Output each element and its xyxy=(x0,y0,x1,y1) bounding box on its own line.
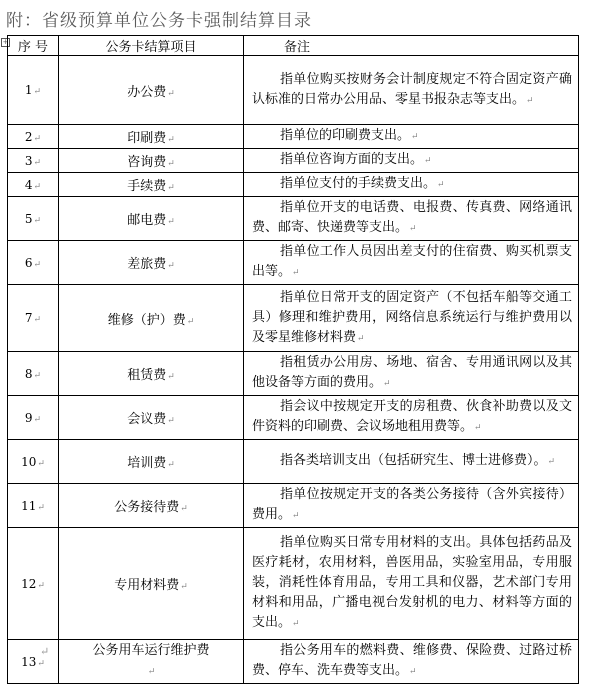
row-note: 指各类培训支出（包括研究生、博士进修费）。↵ xyxy=(244,440,579,484)
table-row xyxy=(8,484,579,528)
table-header-row xyxy=(8,36,579,56)
row-note: 指会议中按规定开支的房租费、伙食补助费以及文件资料的印刷费、会议场地租用费等。↵ xyxy=(244,396,579,440)
row-item: 差旅费↵ xyxy=(59,241,244,285)
row-item: 租赁费↵ xyxy=(59,352,244,396)
row-item: 咨询费↵ xyxy=(59,149,244,173)
row-note: 指单位工作人员因出差支付的住宿费、购买机票支出等。↵ xyxy=(244,241,579,285)
row-number: 1↵ xyxy=(8,56,59,125)
row-item: 办公费↵ xyxy=(59,56,244,125)
row-note: 指单位按规定开支的各类公务接待（含外宾接待）费用。↵ xyxy=(244,484,579,528)
row-number: 10↵ xyxy=(8,440,59,484)
table-anchor-icon[interactable]: + xyxy=(2,38,9,46)
table-row xyxy=(8,440,579,484)
header-note: 备注 xyxy=(244,36,579,56)
row-number: 4↵ xyxy=(8,173,59,197)
row-number: 9↵ xyxy=(8,396,59,440)
paragraph-mark: ↵ xyxy=(40,645,50,658)
table-row xyxy=(8,396,579,440)
table-row xyxy=(8,56,579,125)
row-number: 6↵ xyxy=(8,241,59,285)
row-item: 专用材料费↵ xyxy=(59,528,244,640)
row-number: 3↵ xyxy=(8,149,59,173)
table-row xyxy=(8,241,579,285)
header-seq: 序 号 xyxy=(8,36,59,56)
row-item: 手续费↵ xyxy=(59,173,244,197)
row-number: 7↵ xyxy=(8,285,59,352)
row-item: 印刷费↵ xyxy=(59,125,244,149)
document-title: 附：省级预算单位公务卡强制结算目录 xyxy=(6,11,312,31)
row-item: 公务用车运行维护费↵ xyxy=(59,640,244,684)
row-number: 2↵ xyxy=(8,125,59,149)
table-row xyxy=(8,125,579,149)
row-note: 指公务用车的燃料费、维修费、保险费、过路过桥费、停车、洗车费等支出。↵ xyxy=(244,640,579,684)
table-row xyxy=(8,528,579,640)
row-item: 会议费↵ xyxy=(59,396,244,440)
row-note: 指单位购买按财务会计制度规定不符合固定资产确认标准的日常办公用品、零星书报杂志等支出。↵ xyxy=(244,56,579,125)
table-row xyxy=(8,149,579,173)
header-item: 公务卡结算项目 xyxy=(59,36,244,56)
row-note: 指单位的印刷费支出。↵ xyxy=(244,125,579,149)
row-number: 11↵ xyxy=(8,484,59,528)
table-row xyxy=(8,173,579,197)
row-note: 指单位咨询方面的支出。↵ xyxy=(244,149,579,173)
row-item: 维修（护）费↵ xyxy=(59,285,244,352)
row-number: 12↵ xyxy=(8,528,59,640)
row-note: 指单位支付的手续费支出。↵ xyxy=(244,173,579,197)
row-note: 指租赁办公用房、场地、宿舍、专用通讯网以及其他设备等方面的费用。↵ xyxy=(244,352,579,396)
table-row xyxy=(8,285,579,352)
row-item: 公务接待费↵ xyxy=(59,484,244,528)
row-number: 8↵ xyxy=(8,352,59,396)
row-item: 培训费↵ xyxy=(59,440,244,484)
table-row xyxy=(8,352,579,396)
row-number: 13↵ xyxy=(8,640,59,684)
row-note: 指单位日常开支的固定资产（不包括车船等交通工具）修理和维护费用，网络信息系统运行与维护费用以及零星维修材料费↵ xyxy=(244,285,579,352)
row-item: 邮电费↵ xyxy=(59,197,244,241)
settlement-table xyxy=(7,35,579,684)
row-note: 指单位购买日常专用材料的支出。具体包括药品及医疗耗材，农用材料，兽医用品，实验室用品，专用服装，消耗性体育用品，专用工具和仪器，艺术部门专用材料和用品，广播电视台发射机的电力、材料等方面的支出。↵ xyxy=(244,528,579,640)
row-number: 5↵ xyxy=(8,197,59,241)
row-note: 指单位开支的电话费、电报费、传真费、网络通讯费、邮寄、快递费等支出。↵ xyxy=(244,197,579,241)
table-row xyxy=(8,197,579,241)
